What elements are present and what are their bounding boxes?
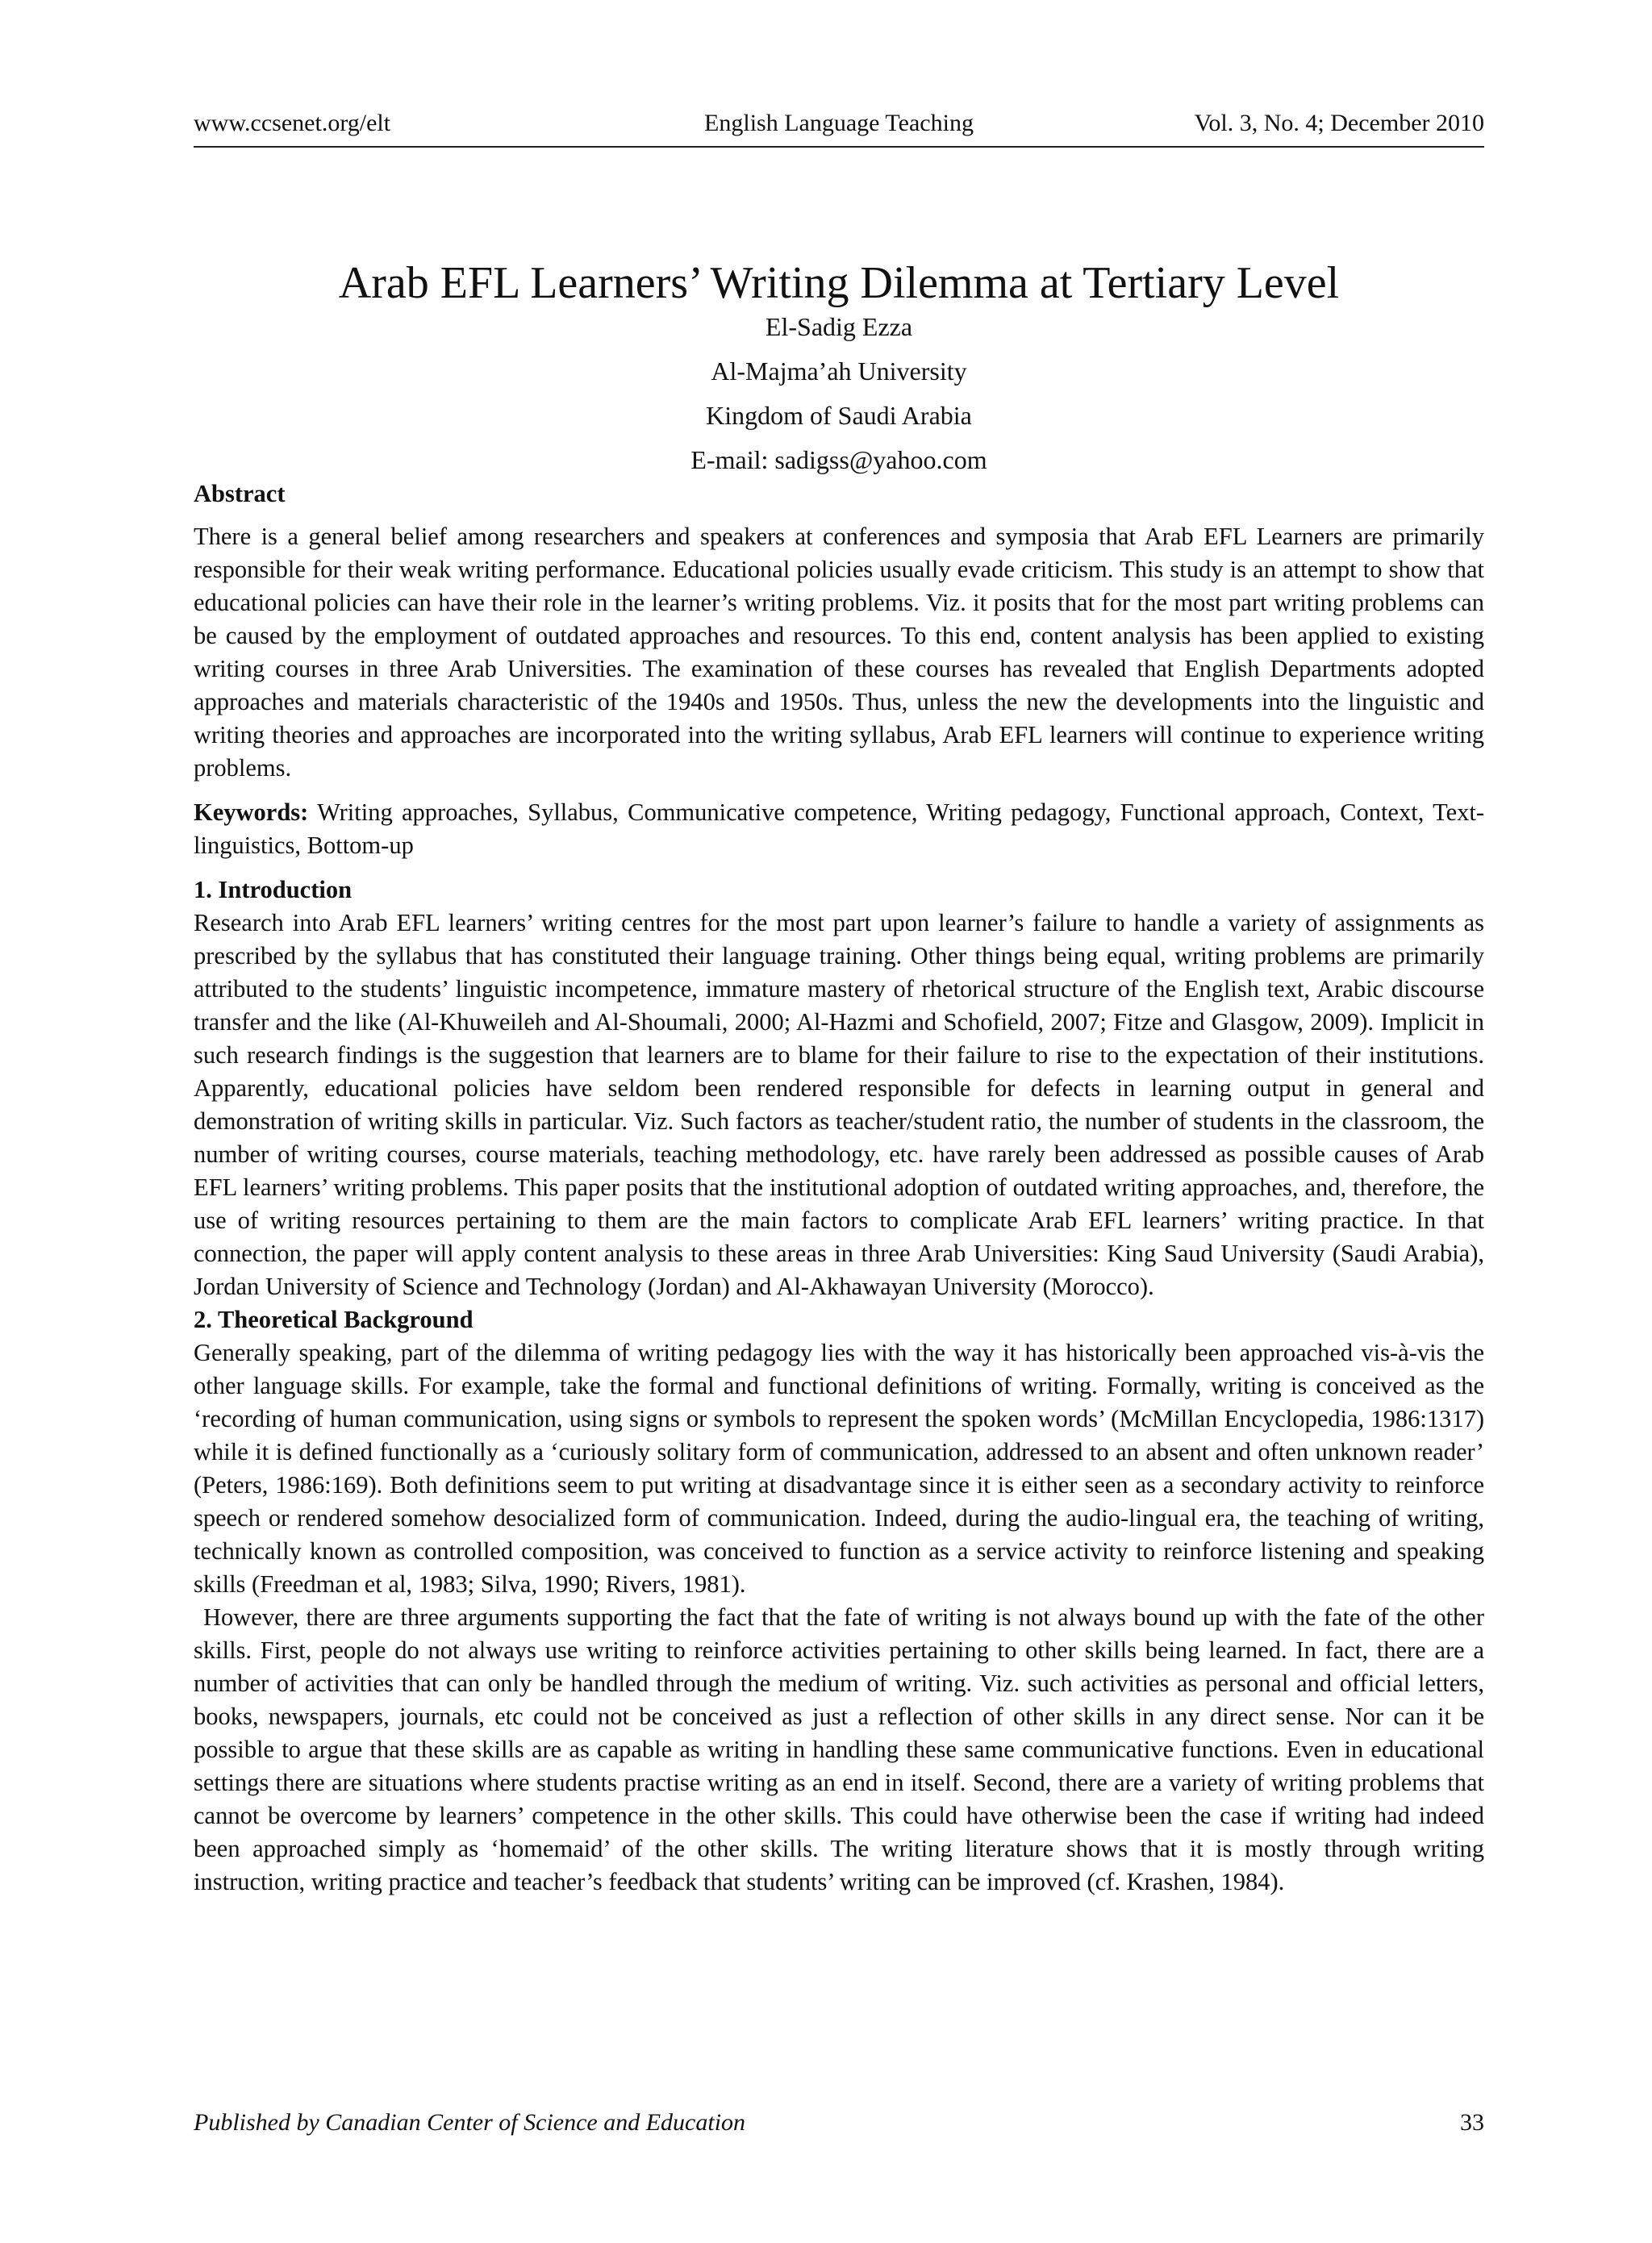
author-affiliation: Al-Majma’ah University <box>711 356 967 386</box>
keywords-label: Keywords: <box>194 798 309 826</box>
journal-url[interactable]: www.ccsenet.org/elt <box>194 110 391 136</box>
section-heading-introduction: 1. Introduction <box>194 876 353 903</box>
abstract-text: There is a general belief among researchers and speakers at conferences and symposia that Arab EFL Learners are primarily responsible for their weak writing performance. Educational policies usually evade criticism. This study is an attempt to show that educational policies can have their role in the learner’s writing problems. Viz. it posits that for the most part writing problems can be caused by the employment of outdated approaches and resources. To this end, content analysis has been applied to existing writing courses in three Arab Universities. The examination of these courses has revealed that English Departments adopted approaches and materials characteristic of the 1940s and 1950s. Thus, unless the new the developments into the linguistic and writing theories and approaches are incorporated into the writing syllabus, Arab EFL learners will continue to experience writing problems. <box>194 523 1484 782</box>
background-paragraph-2: However, there are three arguments supporting the fact that the fate of writing is not always bound up with the fate of the other skills. First, people do not always use writing to reinforce activities pertaining to other skills being learned. In fact, there are a number of activities that can only be handled through the medium of writing. Viz. such activities as personal and official letters, books, newspapers, journals, etc could not be conceived as just a reflection of other skills in any direct sense. Nor can it be possible to argue that these skills are as capable as writing in handling these same communicative functions. Even in educational settings there are situations where students practise writing as an end in itself. Second, there are a variety of writing problems that cannot be overcome by learners’ competence in the other skills. This could have otherwise been the case if writing had indeed been approached simply as ‘homemaid’ of the other skills. The writing literature shows that it is mostly through writing instruction, writing practice and teacher’s feedback that students’ writing can be improved (cf. Krashen, 1984). <box>194 1603 1484 1895</box>
author-block <box>194 305 1484 482</box>
introduction-paragraph: Research into Arab EFL learners’ writing centres for the most part upon learner’s failure to handle a variety of assignments as prescribed by the syllabus that has constituted their language training. Other things being equal, writing problems are primarily attributed to the students’ linguistic incompetence, immature mastery of rhetorical structure of the English text, Arabic discourse transfer and the like (Al-Khuweileh and Al-Shoumali, 2000; Al-Hazmi and Schofield, 2007; Fitze and Glasgow, 2009). Implicit in such research findings is the suggestion that learners are to blame for their failure to rise to the expectation of their institutions. Apparently, educational policies have seldom been rendered responsible for defects in learning output in general and demonstration of writing skills in particular. Viz. Such factors as teacher/student ratio, the number of students in the classroom, the number of writing courses, course materials, teaching methodology, etc. have rarely been addressed as possible causes of Arab EFL learners’ writing problems. This paper posits that the institutional adoption of outdated writing approaches, and, therefore, the use of writing resources pertaining to them are the main factors to complicate Arab EFL learners’ writing practice. In that connection, the paper will apply content analysis to these areas in three Arab Universities: King Saud University (Saudi Arabia), Jordan University of Science and Technology (Jordan) and Al-Akhawayan University (Morocco). <box>194 909 1484 1300</box>
page-footer <box>194 2107 1484 2139</box>
section-heading-theoretical-background: 2. Theoretical Background <box>194 1306 473 1333</box>
keywords-text: Writing approaches, Syllabus, Communicative competence, Writing pedagogy, Functional approach, Context, Text-linguistics, Bottom-up <box>194 798 1484 859</box>
paper-body <box>194 477 1484 1899</box>
page-number: 33 <box>1460 2109 1484 2136</box>
background-paragraph-1: Generally speaking, part of the dilemma of writing pedagogy lies with the way it has historically been approached vis-à-vis the other language skills. For example, take the formal and functional definitions of writing. Formally, writing is conceived as the ‘recording of human communication, using signs or symbols to represent the spoken words’ (McMillan Encyclopedia, 1986:1317) while it is defined functionally as a ‘curiously solitary form of communication, addressed to an absent and often unknown reader’ (Peters, 1986:169). Both definitions seem to put writing at disadvantage since it is either seen as a secondary activity to reinforce speech or rendered somehow desocialized form of communication. Indeed, during the audio-lingual era, the teaching of writing, technically known as controlled composition, was conceived to function as a service activity to reinforce listening and speaking skills (Freedman et al, 1983; Silva, 1990; Rivers, 1981). <box>194 1339 1484 1598</box>
running-header <box>194 107 1484 148</box>
keywords <box>194 796 1484 862</box>
author-country: Kingdom of Saudi Arabia <box>706 401 972 430</box>
abstract-heading: Abstract <box>194 480 286 507</box>
paper-title: Arab EFL Learners’ Writing Dilemma at Tertiary Level <box>338 257 1340 308</box>
journal-name: English Language Teaching <box>704 110 974 136</box>
author-name: El-Sadig Ezza <box>765 312 913 341</box>
author-email[interactable]: E-mail: sadigss@yahoo.com <box>690 445 987 474</box>
publisher-line: Published by Canadian Center of Science and Education <box>194 2109 746 2136</box>
issue-info: Vol. 3, No. 4; December 2010 <box>1194 110 1484 136</box>
